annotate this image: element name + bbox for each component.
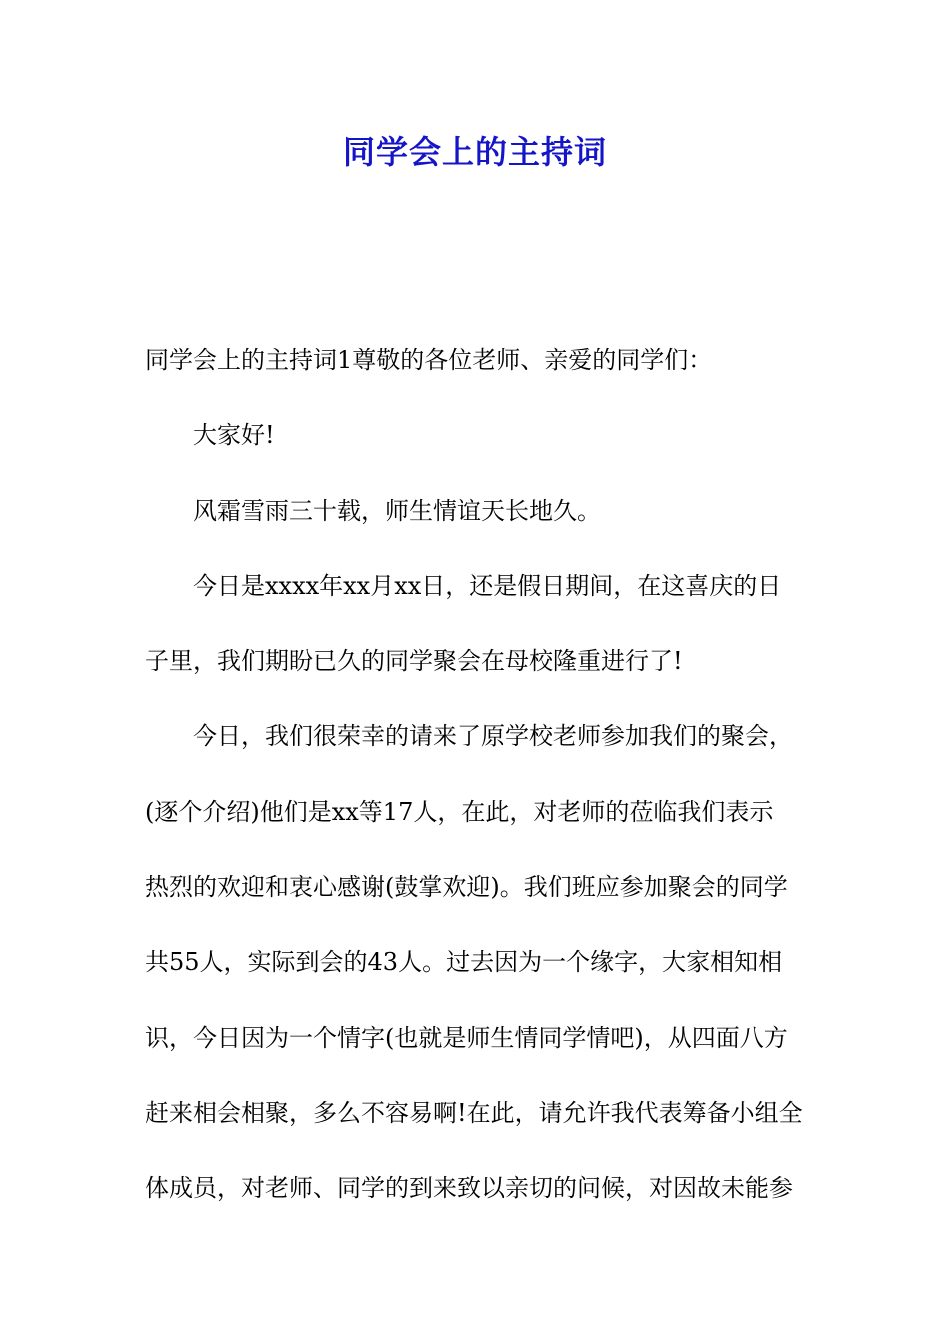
document-body: [145, 336, 813, 1240]
body-line: 识，今日因为一个情字(也就是师生情同学情吧)，从四面八方: [145, 1023, 788, 1052]
body-line: 今日是xxxx年xx月xx日，还是假日期间，在这喜庆的日: [193, 571, 782, 600]
body-line: 同学会上的主持词1尊敬的各位老师、亲爱的同学们：: [145, 346, 713, 374]
body-line: (逐个介绍)他们是xx等17人，在此，对老师的莅临我们表示: [145, 797, 774, 826]
body-line: 赶来相会相聚，多么不容易啊!在此，请允许我代表筹备小组全: [145, 1098, 803, 1127]
body-line: 体成员，对老师、同学的到来致以亲切的问候，对因故未能参: [145, 1174, 793, 1203]
body-line: 子里，我们期盼已久的同学聚会在母校隆重进行了!: [145, 647, 683, 676]
body-line: 共55人，实际到会的43人。过去因为一个缘字，大家相知相: [145, 948, 783, 977]
body-line: 风霜雪雨三十载，师生情谊天长地久。: [193, 496, 601, 525]
body-line: 大家好!: [193, 421, 275, 450]
body-line: 热烈的欢迎和衷心感谢(鼓掌欢迎)。我们班应参加聚会的同学: [145, 873, 788, 902]
body-line: 今日，我们很荣幸的请来了原学校老师参加我们的聚会，: [193, 722, 793, 751]
document-title: 同学会上的主持词: [342, 133, 607, 171]
